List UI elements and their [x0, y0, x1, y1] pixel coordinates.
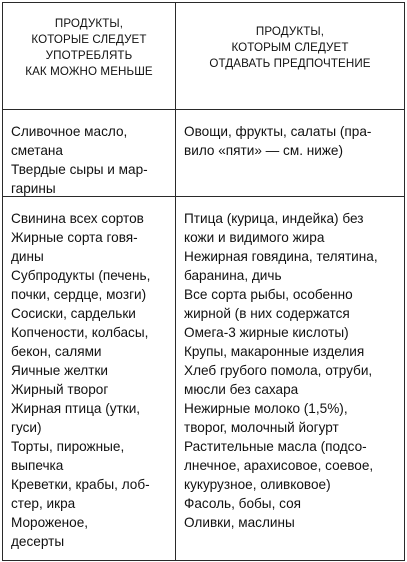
- row2-left-line: Мороженое,: [11, 515, 89, 530]
- row2-right-line: кожи и видимого жира: [184, 230, 325, 245]
- row2-right-line: творог, молочный йогурт: [184, 420, 339, 435]
- row2-right-line: Хлеб грубого помола, отруби,: [184, 363, 373, 378]
- row2-left-line: Жирные сорта говя-: [11, 230, 138, 245]
- row2-left-line: Сосиски, сардельки: [11, 306, 136, 321]
- header-left-line: УПОТРЕБЛЯТЬ: [45, 49, 133, 62]
- row2-left-line: Яичные желтки: [11, 363, 109, 378]
- row1-left-line: Сливочное масло,: [11, 124, 128, 139]
- row2-left-line: дины: [11, 249, 44, 264]
- row2-right-line: Крупы, макаронные изделия: [184, 344, 365, 359]
- header-left-line: КОТОРЫЕ СЛЕДУЕТ: [31, 33, 147, 46]
- row2-right-line: Фасоль, бобы, соя: [184, 496, 302, 511]
- row2-right-line: мюсли без сахара: [184, 382, 299, 397]
- row2-left-line: выпечка: [11, 458, 64, 473]
- row2-right-line: Птица (курица, индейка) без: [184, 211, 364, 226]
- row2-right-line: Все сорта рыбы, особенно: [184, 287, 353, 302]
- header-left-line: КАК МОЖНО МЕНЬШЕ: [25, 65, 153, 78]
- row2-left-line: Креветки, крабы, лоб-: [11, 477, 150, 492]
- row1-right-cell: [184, 122, 371, 160]
- header-right-cell: [176, 24, 404, 72]
- column-divider: [175, 3, 176, 560]
- row1-left-line: сметана: [11, 143, 63, 158]
- header-divider: [3, 109, 404, 110]
- row2-left-cell: [11, 209, 150, 551]
- row2-right-cell: [184, 209, 378, 532]
- row2-right-line: жирной (в них содержатся: [184, 306, 350, 321]
- header-right-line: КОТОРЫМ СЛЕДУЕТ: [231, 41, 349, 54]
- header-left-cell: [3, 16, 175, 80]
- row1-right-line: вило «пяти» — см. ниже): [184, 143, 344, 158]
- row2-right-line: кукурузное, оливковое): [184, 477, 331, 492]
- row2-right-line: Растительные масла (подсо-: [184, 439, 367, 454]
- row2-right-line: Омега-3 жирные кислоты): [184, 325, 349, 340]
- row1-left-cell: [11, 122, 148, 198]
- food-table: [2, 2, 405, 561]
- row2-left-line: стер, икра: [11, 496, 76, 511]
- row2-left-line: гуси): [11, 420, 42, 435]
- header-right-line: ОТДАВАТЬ ПРЕДПОЧТЕНИЕ: [209, 57, 371, 70]
- header-right-line: ПРОДУКТЫ,: [255, 25, 325, 38]
- row1-left-line: Твердые сыры и мар-: [11, 162, 148, 177]
- row2-left-line: Торты, пирожные,: [11, 439, 125, 454]
- row2-right-line: баранина, дичь: [184, 268, 282, 283]
- row2-left-line: Жирная птица (утки,: [11, 401, 141, 416]
- row2-right-line: Нежирные молоко (1,5%),: [184, 401, 348, 416]
- row1-right-line: Овощи, фрукты, салаты (пра-: [184, 124, 372, 139]
- row2-left-line: Копчености, колбасы,: [11, 325, 149, 340]
- row2-left-line: почки, сердце, мозги): [11, 287, 147, 302]
- header-left-line: ПРОДУКТЫ,: [54, 17, 124, 30]
- row2-right-line: Нежирная говядина, телятина,: [184, 249, 378, 264]
- row2-left-line: Свинина всех сортов: [11, 211, 144, 226]
- row2-left-line: Субпродукты (печень,: [11, 268, 151, 283]
- row1-left-line: гарины: [11, 181, 56, 196]
- row2-left-line: десерты: [11, 534, 65, 549]
- row2-right-line: Оливки, маслины: [184, 515, 295, 530]
- row2-right-line: лнечное, арахисовое, соевое,: [184, 458, 374, 473]
- row2-left-line: Жирный творог: [11, 382, 109, 397]
- row2-left-line: бекон, салями: [11, 344, 102, 359]
